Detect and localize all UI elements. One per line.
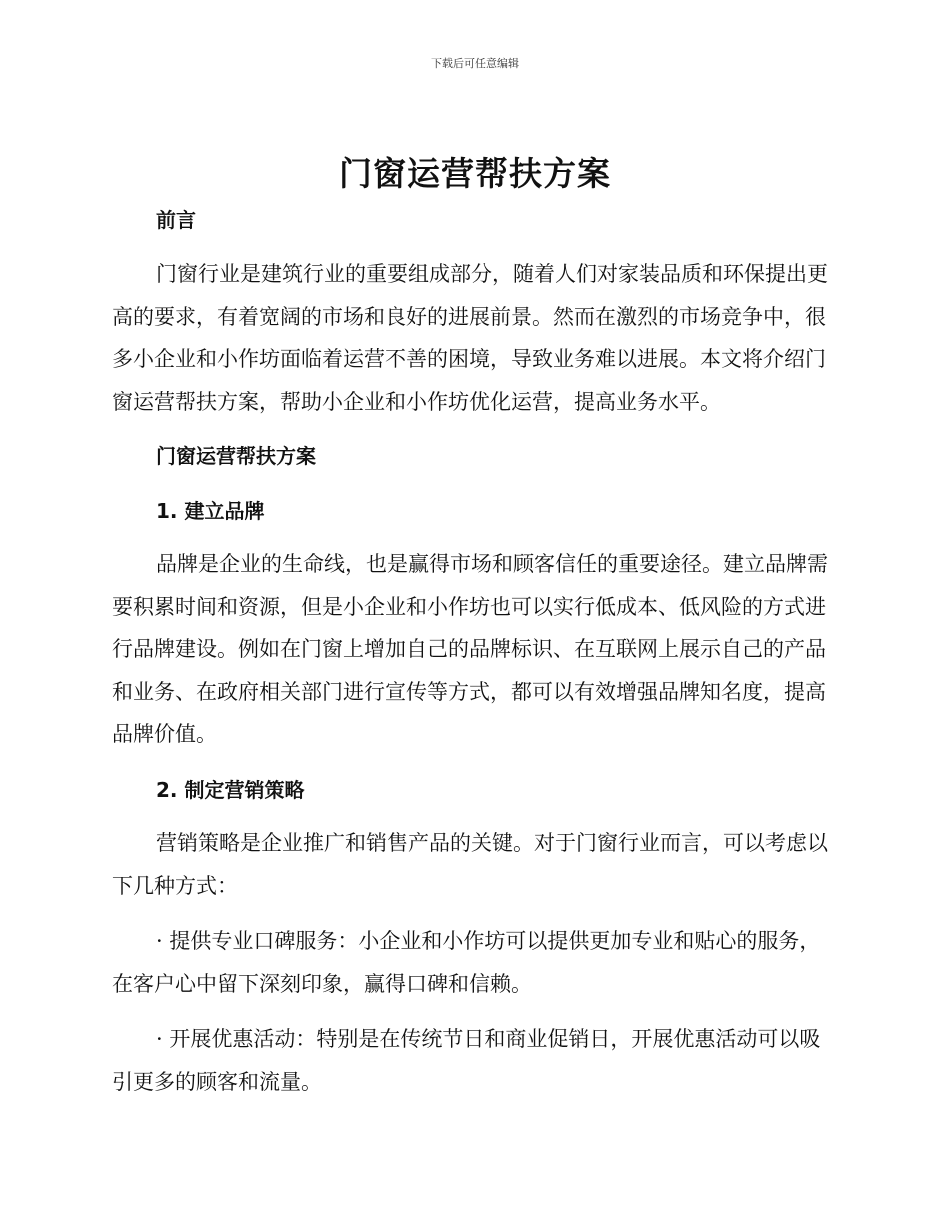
preface-heading: 前言 bbox=[156, 208, 196, 232]
document-title: 门窗运营帮扶方案 bbox=[339, 154, 611, 193]
marketing-heading: 2. 制定营销策略 bbox=[156, 778, 305, 802]
plan-heading: 门窗运营帮扶方案 bbox=[156, 444, 316, 468]
preface-paragraph: 门窗行业是建筑行业的重要组成部分，随着人们对家装品质和环保提出更高的要求，有着宽阔的市场和良好的进展前景。然而在激烈的市场竞争中，很多小企业和小作坊面临着运营不善的困境，导致业务难以进展。本文将介绍门窗运营帮扶方案，帮助小企业和小作坊优化运营，提高业务水平。 bbox=[112, 262, 828, 414]
brand-paragraph: 品牌是企业的生命线，也是赢得市场和顾客信任的重要途径。建立品牌需要积累时间和资源，但是小企业和小作坊也可以实行低成本、低风险的方式进行品牌建设。例如在门窗上增加自己的品牌标识、在互联网上展示自己的产品和业务、在政府相关部门进行宣传等方式，都可以有效增强品牌知名度，提高品牌价值。 bbox=[112, 552, 828, 746]
header-note: 下载后可任意编辑 bbox=[431, 57, 519, 70]
brand-heading: 1. 建立品牌 bbox=[156, 499, 265, 523]
bullet-item-promotion: · 开展优惠活动：特别是在传统节日和商业促销日，开展优惠活动可以吸引更多的顾客和流量。 bbox=[112, 1027, 821, 1094]
marketing-paragraph: 营销策略是企业推广和销售产品的关键。对于门窗行业而言，可以考虑以下几种方式： bbox=[112, 831, 828, 898]
bullet-item-reputation: · 提供专业口碑服务：小企业和小作坊可以提供更加专业和贴心的服务，在客户心中留下深刻印象，赢得口碑和信赖。 bbox=[112, 929, 821, 996]
